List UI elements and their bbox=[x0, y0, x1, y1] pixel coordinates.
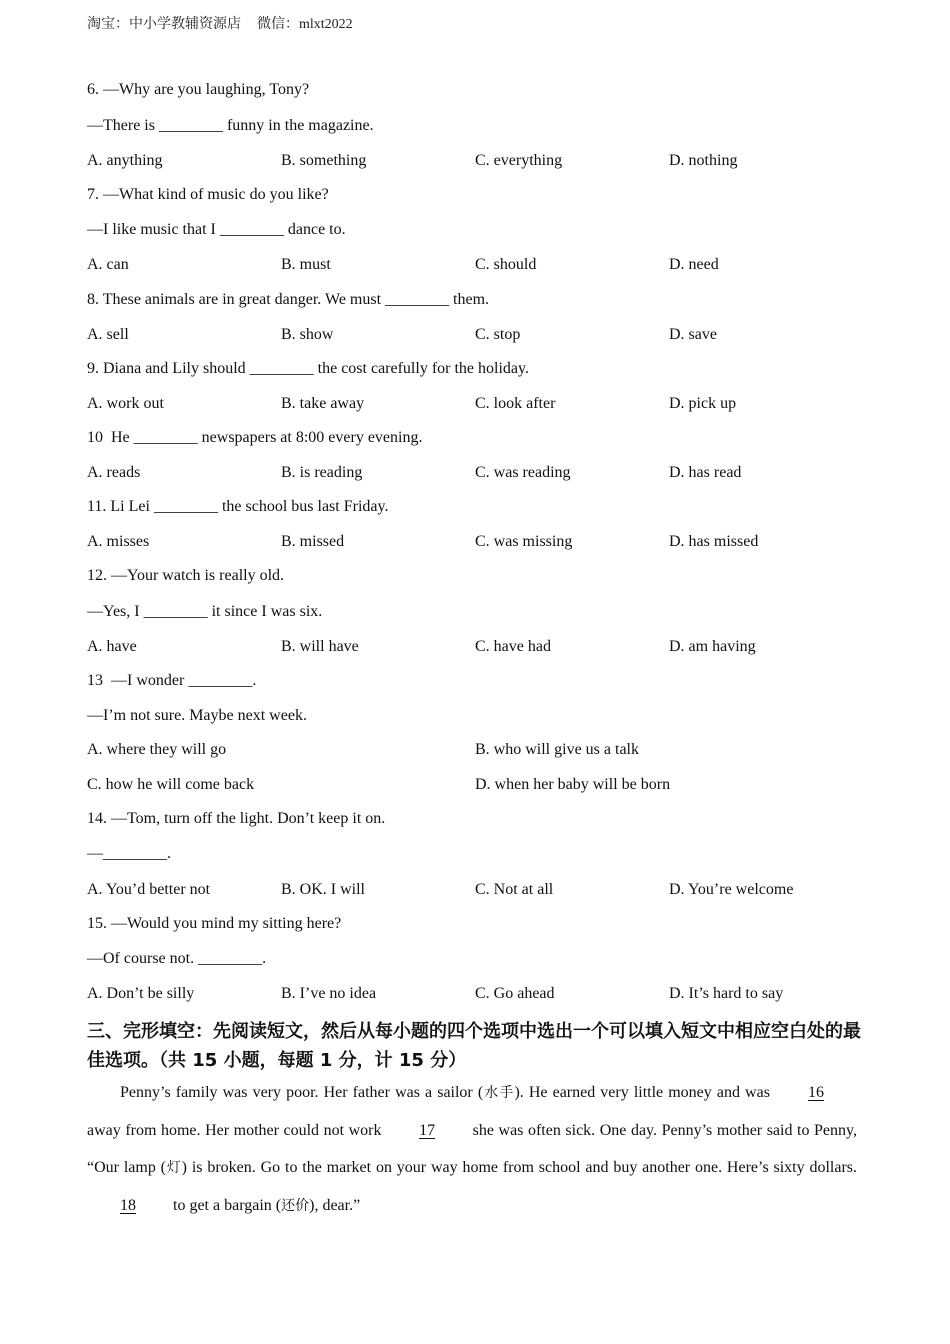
q9-option-c: C. look after bbox=[475, 395, 556, 412]
q15-option-a: A. Don’t be silly bbox=[87, 985, 195, 1002]
q7-option-b: B. must bbox=[281, 256, 331, 273]
q13-option-b: B. who will give us a talk bbox=[475, 741, 639, 758]
question-9-stem: 9. Diana and Lily should ________ the cost carefully for the holiday. bbox=[87, 360, 529, 377]
q14-option-d: D. You’re welcome bbox=[669, 881, 794, 898]
q11-option-b: B. missed bbox=[281, 533, 345, 550]
passage-gloss: 还价 bbox=[281, 1198, 310, 1214]
passage-gloss: 灯 bbox=[165, 1160, 182, 1176]
q11-option-c: C. was missing bbox=[475, 533, 573, 550]
q12-option-d: D. am having bbox=[669, 638, 756, 655]
question-7-reply: —I like music that I ________ dance to. bbox=[87, 221, 346, 238]
question-6-stem: 6. —Why are you laughing, Tony? bbox=[87, 81, 310, 98]
q10-option-c: C. was reading bbox=[475, 464, 571, 481]
q15-option-d: D. It’s hard to say bbox=[669, 985, 784, 1002]
question-6-reply: —There is ________ funny in the magazine. bbox=[87, 117, 374, 134]
q7-option-c: C. should bbox=[475, 256, 537, 273]
header-wechat: 微信：mlxt2022 bbox=[257, 17, 353, 32]
passage-text: she was often sick. One day. Penny’s mother said to Penny, “Our lamp ( bbox=[87, 1122, 857, 1176]
q6-option-c: C. everything bbox=[475, 152, 563, 169]
q9-option-d: D. pick up bbox=[669, 395, 737, 412]
blank-17: 17 bbox=[419, 1122, 436, 1139]
q8-option-c: C. stop bbox=[475, 326, 521, 343]
q12-option-c: C. have had bbox=[475, 638, 551, 655]
question-15-reply: —Of course not. ________. bbox=[87, 950, 267, 967]
passage-text: ). He earned very little money and was bbox=[514, 1084, 776, 1101]
question-7-stem: 7. —What kind of music do you like? bbox=[87, 186, 329, 203]
question-15-stem: 15. —Would you mind my sitting here? bbox=[87, 915, 342, 932]
question-12-reply: —Yes, I ________ it since I was six. bbox=[87, 603, 323, 620]
q7-option-a: A. can bbox=[87, 256, 129, 273]
q6-option-a: A. anything bbox=[87, 152, 163, 169]
q14-option-c: C. Not at all bbox=[475, 881, 554, 898]
cloze-passage bbox=[87, 1074, 857, 1225]
question-12-stem: 12. —Your watch is really old. bbox=[87, 567, 285, 584]
question-14-stem: 14. —Tom, turn off the light. Don’t keep it on. bbox=[87, 810, 386, 827]
q9-option-b: B. take away bbox=[281, 395, 365, 412]
question-13-stem: 13 —I wonder ________. bbox=[87, 672, 257, 689]
q14-option-a: A. You’d better not bbox=[87, 881, 211, 898]
passage-text: ) is broken. Go to the market on your way home from school and buy another one. Here’s sixty dollars. bbox=[181, 1159, 858, 1176]
q8-option-d: D. save bbox=[669, 326, 717, 343]
question-8-stem: 8. These animals are in great danger. We must ________ them. bbox=[87, 291, 490, 308]
q9-option-a: A. work out bbox=[87, 395, 164, 412]
question-13-reply: —I’m not sure. Maybe next week. bbox=[87, 707, 307, 724]
header-shop: 淘宝：中小学教辅资源店 bbox=[87, 16, 241, 32]
q14-option-b: B. OK. I will bbox=[281, 881, 365, 898]
q13-option-c: C. how he will come back bbox=[87, 776, 255, 793]
passage-text: Penny’s family was very poor. Her father was a sailor ( bbox=[120, 1084, 484, 1101]
q7-option-d: D. need bbox=[669, 256, 719, 273]
q13-option-a: A. where they will go bbox=[87, 741, 227, 758]
q11-option-a: A. misses bbox=[87, 533, 150, 550]
q11-option-d: D. has missed bbox=[669, 533, 759, 550]
q15-option-c: C. Go ahead bbox=[475, 985, 555, 1002]
passage-text: ), dear.” bbox=[309, 1197, 361, 1214]
passage-text: to get a bargain ( bbox=[169, 1197, 282, 1214]
q10-option-b: B. is reading bbox=[281, 464, 363, 481]
passage-text: away from home. Her mother could not work bbox=[87, 1122, 387, 1139]
question-10-stem: 10 He ________ newspapers at 8:00 every evening. bbox=[87, 429, 423, 446]
q8-option-a: A. sell bbox=[87, 326, 129, 343]
section-title-cloze: 三、完形填空：先阅读短文，然后从每小题的四个选项中选出一个可以填入短文中相应空白处的最佳选项。（共 15 小题，每题 1 分，计 15 分） bbox=[87, 1021, 861, 1071]
question-11-stem: 11. Li Lei ________ the school bus last Friday. bbox=[87, 498, 389, 515]
question-14-reply: —________. bbox=[87, 845, 171, 862]
q12-option-a: A. have bbox=[87, 638, 137, 655]
q13-option-d: D. when her baby will be born bbox=[475, 776, 671, 793]
q10-option-a: A. reads bbox=[87, 464, 141, 481]
q6-option-b: B. something bbox=[281, 152, 367, 169]
q10-option-d: D. has read bbox=[669, 464, 742, 481]
blank-16: 16 bbox=[808, 1084, 825, 1101]
passage-gloss: 水手 bbox=[483, 1085, 515, 1101]
q15-option-b: B. I’ve no idea bbox=[281, 985, 377, 1002]
blank-18: 18 bbox=[120, 1197, 136, 1214]
q12-option-b: B. will have bbox=[281, 638, 359, 655]
page-header bbox=[87, 13, 353, 33]
q6-option-d: D. nothing bbox=[669, 152, 738, 169]
q8-option-b: B. show bbox=[281, 326, 334, 343]
